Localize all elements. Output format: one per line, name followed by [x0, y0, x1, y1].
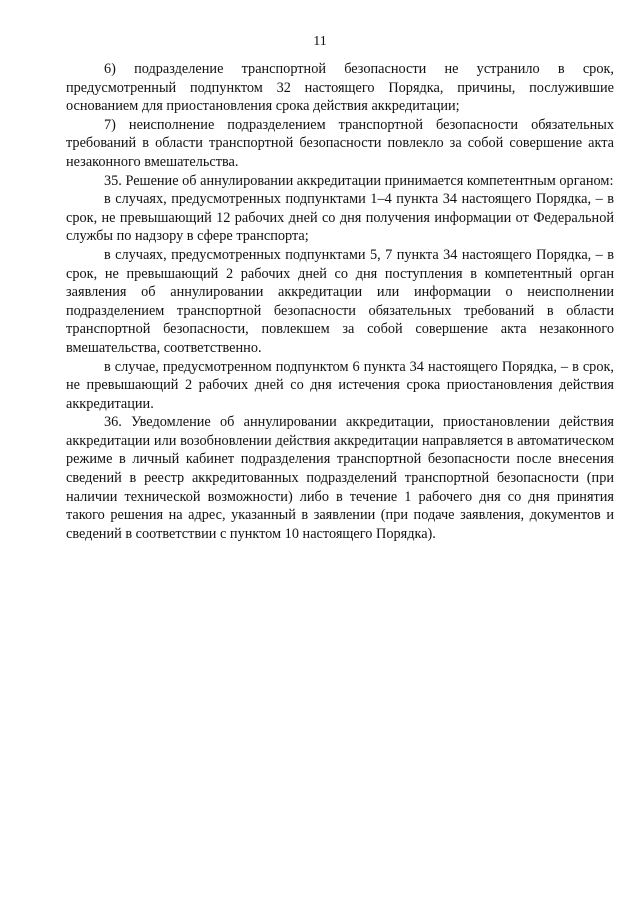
document-body — [66, 60, 614, 543]
paragraph-clause-35-case-6: в случае, предусмотренном подпунктом 6 пункта 34 настоящего Порядка, – в срок, не превышающий 2 рабочих дней со дня истечения срока приостановления действия аккредитации. — [66, 358, 614, 412]
paragraph-clause-36: 36. Уведомление об аннулировании аккредитации, приостановлении действия аккредитации или возобновлении действия аккредитации направляется в автоматическом режиме в личный кабинет подразделения транспортной безопасности после внесения сведений в реестр аккредитованных подразделений транспортной безопасности (при наличии технической возможности) либо в течение 1 рабочего дня со дня принятия такого решения на адрес, указанный в заявлении (при подаче заявления, документов и сведений в соответствии с пунктом 10 настоящего Порядка). — [66, 414, 614, 542]
paragraph-clause-35: 35. Решение об аннулировании аккредитации принимается компетентным органом: — [104, 172, 614, 189]
paragraph-item-7: 7) неисполнение подразделением транспортной безопасности обязательных требований в области транспортной безопасности повлекло за собой совершение акта незаконного вмешательства. — [66, 116, 614, 170]
paragraph-clause-35-case-5-7: в случаях, предусмотренных подпунктами 5, 7 пункта 34 настоящего Порядка, – в срок, не превышающий 2 рабочих дней со дня поступления в компетентный орган заявления об аннулировании аккредитации или информации о неисполнении подразделением транспортной безопасности обязательных требований в области транспортной безопасности, повлекшем за собой совершение акта незаконного вмешательства, соответственно. — [66, 246, 614, 356]
paragraph-clause-35-case-1-4: в случаях, предусмотренных подпунктами 1–4 пункта 34 настоящего Порядка, – в срок, не превышающий 12 рабочих дней со дня получения информации от Федеральной службы по надзору в сфере транспорта; — [66, 191, 614, 245]
page-number: 11 — [313, 34, 327, 49]
paragraph-item-6: 6) подразделение транспортной безопасности не устранило в срок, предусмотренный подпунктом 32 настоящего Порядка, причины, послужившие основанием для приостановления срока действия аккредитации; — [66, 61, 614, 115]
